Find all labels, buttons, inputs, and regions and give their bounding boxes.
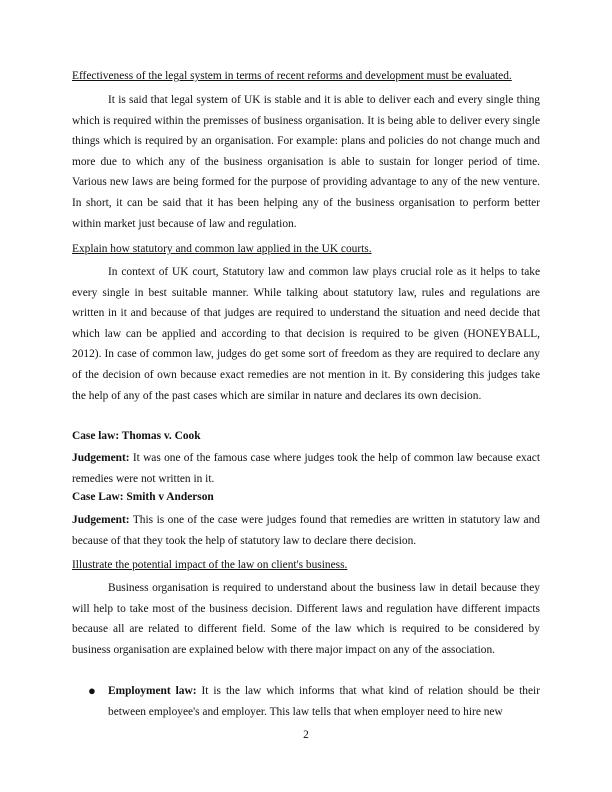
judgement-thomas-v-cook <box>72 448 540 489</box>
judgement-smith-v-anderson <box>72 510 540 551</box>
section-heading-impact: Illustrate the potential impact of the law on client's business. <box>72 559 348 571</box>
section-heading-effectiveness: Effectiveness of the legal system in terms of recent reforms and development must be evaluated. <box>72 70 512 82</box>
judgement-label: Judgement: <box>72 514 130 526</box>
section-heading-statutory-common-law: Explain how statutory and common law applied in the UK courts. <box>72 243 372 255</box>
judgement-label: Judgement: <box>72 452 130 464</box>
page-number: 2 <box>303 729 309 741</box>
case-title-thomas-v-cook: Case law: Thomas v. Cook <box>72 430 201 442</box>
section-body-effectiveness: It is said that legal system of UK is stable and it is able to deliver each and every single thing which is required within the premisses of business organisation. It is being able to deliver every single things which is required by an organisation. For example: plans and policies do not change much and more due to which any of the business organisation is able to sustain for longer period of time. Various new laws are being formed for the purpose of providing advantage to any of the new venture. In short, it can be said that it has been helping any of the business organisation to perform better within market just because of law and regulation. <box>72 94 540 230</box>
bullet-text-employment-law <box>108 681 540 722</box>
case-title-smith-v-anderson: Case Law: Smith v Anderson <box>72 491 214 503</box>
bullet-label: Employment law: <box>108 685 197 697</box>
judgement-text: It was one of the famous case where judges took the help of common law because exact remedies were not written in it. <box>72 452 540 485</box>
bullet-body: It is the law which informs that what kind of relation should be their between employee's and employer. This law tells that when employer need to hire new <box>108 685 540 718</box>
judgement-text: This is one of the case were judges found that remedies are written in statutory law and because of that they took the help of statutory law to declare there decision. <box>72 514 540 547</box>
section-body-statutory-common-law: In context of UK court, Statutory law and common law plays crucial role as it helps to take every single in best suitable manner. While talking about statutory law, rules and regulations are written in it and because of that judges are required to understand the situation and need decide that which law can be applied and according to that decision is required to be given (HONEYBALL, 2012). In case of common law, judges do get some sort of freedom as they are required to declare any of the decision of own because exact remedies are not mention in it. By considering this judges take the help of any of the past cases which are similar in nature and declares its own decision. <box>72 266 540 402</box>
bullet-dot-icon: ● <box>88 683 96 698</box>
section-body-impact: Business organisation is required to understand about the business law in detail because they will help to take most of the business decision. Different laws and regulation have different impacts because all are related to different field. Some of the law which is required to be considered by business organisation are explained below with there major impact on any of the association. <box>72 582 540 656</box>
